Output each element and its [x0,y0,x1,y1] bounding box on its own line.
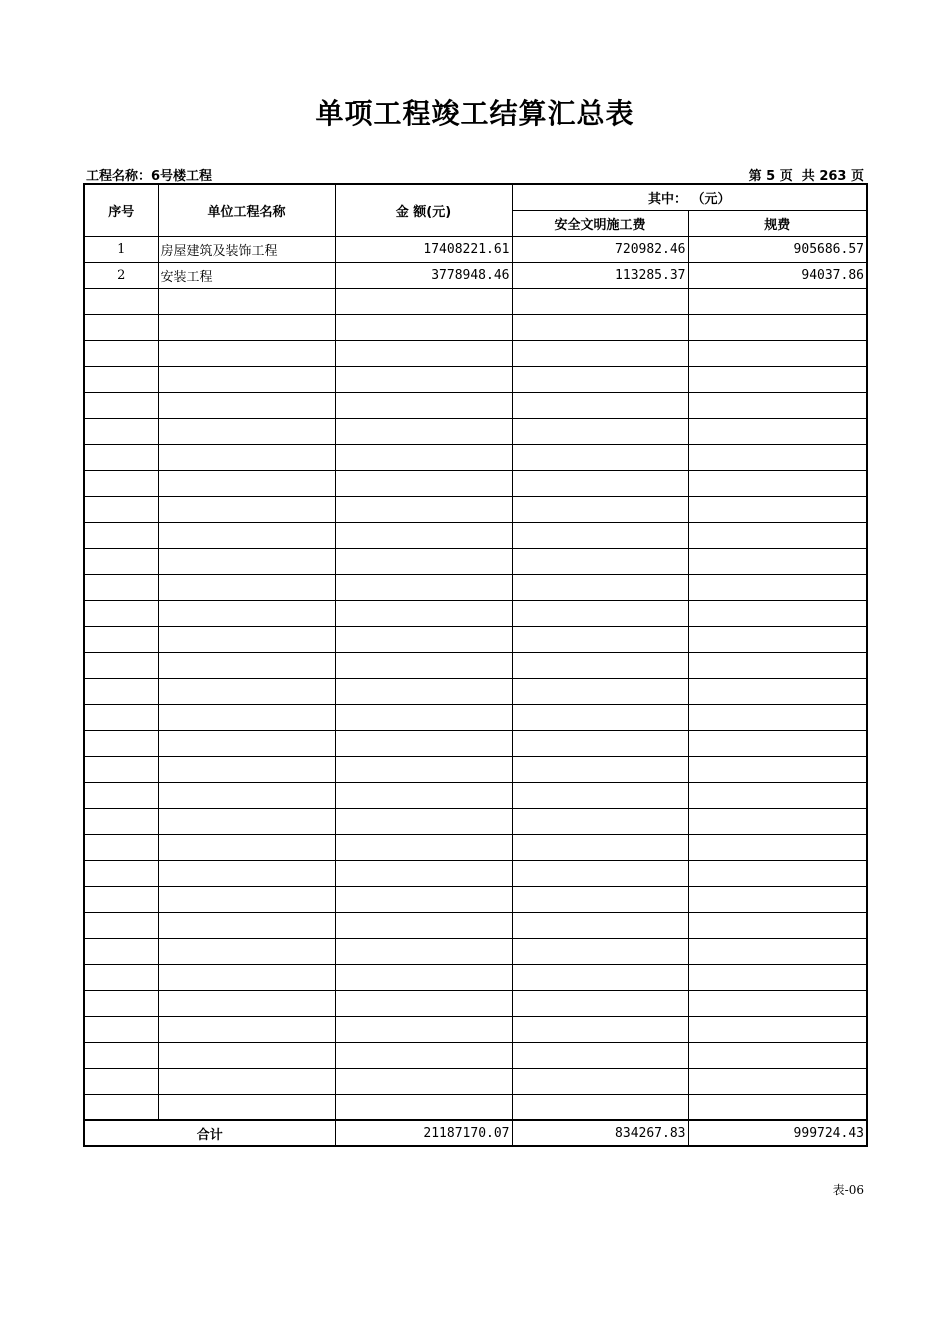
empty-row [84,808,867,834]
empty-cell [335,314,512,340]
empty-cell [688,678,867,704]
empty-cell [688,496,867,522]
empty-cell [84,548,158,574]
empty-cell [512,704,688,730]
empty-cell [688,366,867,392]
total-label: 合计 [84,1120,335,1146]
empty-cell [335,418,512,444]
empty-cell [688,912,867,938]
header-among: 其中： （元） [512,184,867,210]
empty-cell [158,652,335,678]
empty-row [84,1094,867,1120]
empty-cell [512,444,688,470]
empty-cell [335,340,512,366]
header-index: 序号 [84,184,158,236]
empty-cell [512,522,688,548]
empty-cell [335,1016,512,1042]
empty-cell [335,444,512,470]
empty-cell [688,392,867,418]
empty-cell [84,574,158,600]
empty-row [84,288,867,314]
empty-cell [512,860,688,886]
empty-cell [512,938,688,964]
empty-cell [335,1068,512,1094]
empty-cell [158,704,335,730]
empty-cell [335,912,512,938]
empty-cell [512,418,688,444]
total-row [84,1120,867,1146]
empty-row [84,678,867,704]
empty-cell [84,704,158,730]
empty-row [84,418,867,444]
empty-row [84,912,867,938]
empty-cell [335,756,512,782]
empty-row [84,600,867,626]
empty-cell [158,938,335,964]
empty-cell [84,756,158,782]
total-safety-fee: 834267.83 [512,1120,688,1146]
empty-row [84,522,867,548]
empty-cell [512,574,688,600]
empty-row [84,886,867,912]
empty-row [84,1042,867,1068]
empty-cell [335,990,512,1016]
empty-cell [84,834,158,860]
table-body [84,236,867,1120]
empty-row [84,1068,867,1094]
empty-cell [688,1042,867,1068]
total-fees: 999724.43 [688,1120,867,1146]
empty-cell [158,964,335,990]
empty-cell [84,366,158,392]
empty-cell [335,678,512,704]
empty-cell [84,600,158,626]
empty-cell [688,600,867,626]
empty-cell [512,808,688,834]
empty-cell [158,730,335,756]
empty-cell [84,938,158,964]
table-row [84,262,867,288]
empty-row [84,652,867,678]
empty-row [84,964,867,990]
empty-row [84,470,867,496]
header-safety-fee: 安全文明施工费 [512,210,688,236]
empty-cell [512,964,688,990]
empty-cell [158,574,335,600]
empty-cell [512,314,688,340]
summary-table [83,183,868,1147]
empty-cell [84,314,158,340]
empty-cell [688,340,867,366]
empty-cell [84,392,158,418]
empty-cell [512,340,688,366]
empty-cell [512,912,688,938]
row-fees: 94037.86 [688,262,867,288]
empty-cell [688,990,867,1016]
empty-cell [335,1094,512,1120]
empty-cell [158,600,335,626]
project-name: 工程名称：6号楼工程 [86,169,213,184]
row-unit-name: 房屋建筑及装饰工程 [158,236,335,262]
empty-row [84,730,867,756]
empty-cell [335,496,512,522]
empty-cell [335,704,512,730]
empty-cell [84,1068,158,1094]
empty-cell [158,756,335,782]
empty-cell [84,990,158,1016]
empty-cell [512,886,688,912]
empty-cell [84,1016,158,1042]
empty-cell [512,1016,688,1042]
empty-cell [688,1094,867,1120]
empty-cell [158,470,335,496]
empty-cell [512,730,688,756]
total-amount: 21187170.07 [335,1120,512,1146]
empty-row [84,860,867,886]
empty-cell [335,730,512,756]
empty-cell [335,470,512,496]
empty-cell [688,652,867,678]
empty-cell [688,1016,867,1042]
empty-cell [512,392,688,418]
empty-cell [158,522,335,548]
empty-cell [158,392,335,418]
empty-cell [688,964,867,990]
empty-cell [158,886,335,912]
empty-cell [84,964,158,990]
empty-cell [512,678,688,704]
empty-cell [158,834,335,860]
empty-cell [84,782,158,808]
empty-cell [84,496,158,522]
row-index: 2 [84,262,158,288]
empty-cell [688,288,867,314]
empty-row [84,444,867,470]
empty-cell [335,1042,512,1068]
empty-cell [84,288,158,314]
empty-row [84,574,867,600]
empty-cell [688,548,867,574]
empty-cell [158,990,335,1016]
empty-cell [335,964,512,990]
empty-cell [512,288,688,314]
empty-cell [84,678,158,704]
row-safety-fee: 113285.37 [512,262,688,288]
empty-cell [158,288,335,314]
empty-cell [158,314,335,340]
empty-cell [688,938,867,964]
empty-row [84,938,867,964]
empty-cell [512,1068,688,1094]
empty-row [84,704,867,730]
empty-cell [688,574,867,600]
empty-cell [335,574,512,600]
empty-cell [84,652,158,678]
empty-row [84,496,867,522]
empty-cell [688,444,867,470]
empty-cell [688,704,867,730]
empty-cell [688,860,867,886]
empty-cell [158,444,335,470]
empty-cell [512,626,688,652]
empty-cell [512,1094,688,1120]
empty-row [84,834,867,860]
empty-cell [158,418,335,444]
empty-cell [335,366,512,392]
row-safety-fee: 720982.46 [512,236,688,262]
empty-cell [84,470,158,496]
row-amount: 3778948.46 [335,262,512,288]
empty-row [84,782,867,808]
empty-cell [84,912,158,938]
empty-cell [688,522,867,548]
empty-row [84,366,867,392]
empty-cell [688,418,867,444]
empty-cell [335,392,512,418]
empty-cell [84,418,158,444]
empty-cell [84,340,158,366]
empty-cell [158,808,335,834]
empty-cell [158,678,335,704]
empty-cell [512,834,688,860]
empty-cell [688,730,867,756]
empty-cell [688,886,867,912]
empty-cell [335,522,512,548]
empty-row [84,990,867,1016]
empty-cell [158,1094,335,1120]
empty-cell [84,730,158,756]
empty-cell [335,626,512,652]
empty-cell [688,1068,867,1094]
empty-cell [512,470,688,496]
empty-cell [512,990,688,1016]
empty-cell [335,834,512,860]
empty-cell [158,782,335,808]
empty-cell [84,808,158,834]
empty-cell [84,1042,158,1068]
empty-cell [158,860,335,886]
row-unit-name: 安装工程 [158,262,335,288]
empty-cell [84,886,158,912]
empty-cell [512,782,688,808]
empty-row [84,314,867,340]
empty-cell [688,314,867,340]
empty-cell [688,470,867,496]
empty-cell [512,600,688,626]
form-code: 表-06 [832,1183,864,1197]
empty-cell [84,1094,158,1120]
empty-cell [512,366,688,392]
empty-cell [688,808,867,834]
empty-cell [512,756,688,782]
page-info: 第 5 页 共 263 页 [748,169,864,184]
empty-cell [335,782,512,808]
empty-cell [335,886,512,912]
empty-cell [335,288,512,314]
empty-row [84,392,867,418]
row-amount: 17408221.61 [335,236,512,262]
empty-row [84,626,867,652]
empty-cell [158,366,335,392]
header-unit-name: 单位工程名称 [158,184,335,236]
empty-cell [84,444,158,470]
header-fees: 规费 [688,210,867,236]
empty-cell [84,522,158,548]
empty-cell [158,548,335,574]
empty-cell [688,626,867,652]
row-fees: 905686.57 [688,236,867,262]
empty-cell [512,548,688,574]
empty-row [84,548,867,574]
empty-cell [335,808,512,834]
table-row [84,236,867,262]
empty-cell [158,1068,335,1094]
empty-cell [158,912,335,938]
empty-cell [84,860,158,886]
row-index: 1 [84,236,158,262]
empty-cell [158,1016,335,1042]
empty-row [84,1016,867,1042]
page-title: 单项工程竣工结算汇总表 [315,97,635,130]
header-amount: 金 额(元) [335,184,512,236]
empty-cell [158,1042,335,1068]
empty-cell [84,626,158,652]
empty-row [84,340,867,366]
empty-cell [688,782,867,808]
empty-cell [335,600,512,626]
empty-cell [688,834,867,860]
empty-cell [512,496,688,522]
empty-cell [335,548,512,574]
empty-cell [335,860,512,886]
empty-cell [512,1042,688,1068]
empty-cell [512,652,688,678]
empty-cell [335,938,512,964]
empty-cell [158,340,335,366]
empty-cell [688,756,867,782]
empty-row [84,756,867,782]
empty-cell [335,652,512,678]
empty-cell [158,626,335,652]
empty-cell [158,496,335,522]
